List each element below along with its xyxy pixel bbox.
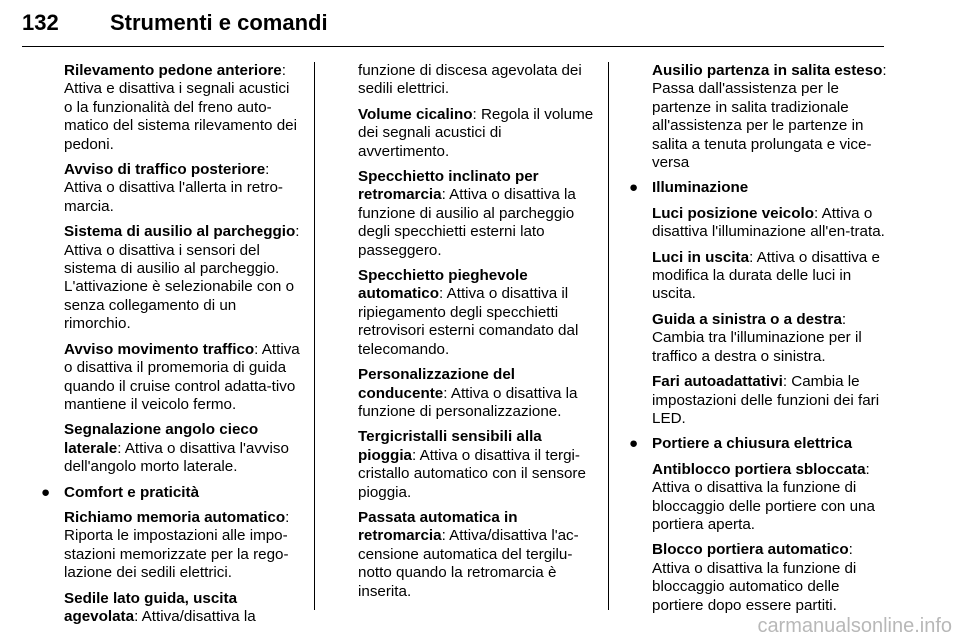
setting-entry bbox=[626, 249, 888, 304]
setting-entry bbox=[38, 161, 300, 216]
setting-description: : Attiva o disattiva l'illuminazione all'en-trata. bbox=[652, 204, 885, 241]
bullet-heading bbox=[626, 179, 888, 197]
setting-entry bbox=[332, 168, 594, 260]
setting-entry bbox=[332, 267, 594, 359]
column-2 bbox=[332, 62, 594, 608]
setting-entry bbox=[332, 366, 594, 421]
bullet-icon: ● bbox=[629, 435, 639, 453]
setting-description: : Attiva o disattiva i sensori del sistema di ausilio al parcheggio. L'attivazione è selezionabile con o senza collegamento di un rimorchio. bbox=[64, 223, 300, 333]
setting-title: Tergicristalli sensibili alla pioggia bbox=[358, 428, 542, 464]
setting-title: Volume cicalino bbox=[358, 105, 473, 123]
setting-entry bbox=[626, 541, 888, 615]
setting-entry bbox=[38, 590, 300, 627]
chapter-title: Strumenti e comandi bbox=[110, 10, 328, 35]
bullet-heading-text: Portiere a chiusura elettrica bbox=[652, 435, 853, 453]
setting-description: : Attiva o disattiva la funzione di bloccaggio automatico delle portiere dopo essere partiti. bbox=[652, 541, 857, 614]
setting-description: : Attiva/disattiva la bbox=[134, 607, 256, 625]
setting-entry bbox=[626, 311, 888, 366]
page-header bbox=[22, 6, 884, 47]
setting-description: : Attiva o disattiva la funzione di bloccaggio delle portiere con una portiera aperta. bbox=[652, 460, 875, 533]
setting-description: : Attiva o disattiva il promemoria di guida quando il cruise control adatta-tivo mantiene il veicolo fermo. bbox=[64, 340, 300, 413]
setting-description: : Attiva o disattiva la funzione di personalizzazione. bbox=[358, 384, 578, 420]
setting-description: : Attiva o disattiva la funzione di ausilio al parcheggio degli specchietti esterni lato passeggero. bbox=[358, 186, 576, 259]
setting-description: : Attiva o disattiva l'allerta in retro-marcia. bbox=[64, 161, 283, 215]
setting-description: : Cambia le impostazioni delle funzioni dei fari LED. bbox=[652, 373, 880, 427]
setting-title: Richiamo memoria automatico bbox=[64, 508, 286, 526]
setting-title: Sistema di ausilio al parcheggio bbox=[64, 223, 296, 241]
setting-description: : Attiva o disattiva l'avviso dell'angolo morto laterale. bbox=[64, 439, 289, 476]
setting-title: Ausilio partenza in salita esteso bbox=[652, 62, 883, 79]
setting-description: : Attiva o disattiva il ripiegamento degli specchietti retrovisori esterni comandato dal telecomando. bbox=[358, 285, 579, 358]
setting-description: : Attiva e disattiva i segnali acustici o la funzionalità del freno auto-matico del sistema rilevamento dei pedoni. bbox=[64, 62, 297, 153]
bullet-heading-text: Illuminazione bbox=[652, 179, 749, 197]
setting-entry bbox=[626, 461, 888, 535]
bullet-heading bbox=[626, 435, 888, 453]
column-divider-left bbox=[314, 62, 315, 610]
setting-title: Luci posizione veicolo bbox=[652, 204, 815, 222]
setting-entry bbox=[38, 62, 300, 154]
setting-entry bbox=[626, 373, 888, 428]
setting-title: Segnalazione angolo cieco laterale bbox=[64, 421, 259, 457]
setting-title: Personalizzazione del conducente bbox=[358, 366, 515, 402]
setting-title: Rilevamento pedone anteriore bbox=[64, 62, 282, 79]
watermark: carmanualsonline.info bbox=[757, 615, 952, 637]
setting-entry bbox=[332, 106, 594, 161]
setting-description: : Attiva o disattiva e modifica la durata delle luci in uscita. bbox=[652, 248, 880, 303]
setting-title: Avviso di traffico posteriore bbox=[64, 161, 266, 179]
bullet-icon: ● bbox=[41, 483, 51, 501]
setting-description: : Attiva/disattiva l'ac-censione automatica del tergilu-notto quando la retromarcia è inserita. bbox=[358, 527, 579, 600]
setting-entry bbox=[38, 223, 300, 333]
continuation-text: funzione di discesa agevolata dei sedili elettrici. bbox=[358, 62, 582, 98]
column-3 bbox=[626, 62, 888, 622]
setting-description: : Riporta le impostazioni alle impo-stazioni memorizzate per la rego-lazione dei sedili elettrici. bbox=[64, 508, 290, 582]
setting-description: : Passa dall'assistenza per le partenze in salita tradizionale all'assistenza per le partenze in salita a tenuta prolungata e vice-versa bbox=[652, 62, 887, 172]
bullet-heading bbox=[38, 484, 300, 502]
setting-title: Antiblocco portiera sbloccata bbox=[652, 460, 866, 478]
bullet-icon: ● bbox=[629, 179, 639, 197]
setting-title: Blocco portiera automatico bbox=[652, 541, 849, 559]
setting-entry bbox=[332, 509, 594, 601]
setting-title: Guida a sinistra o a destra bbox=[652, 310, 842, 328]
setting-description: : Regola il volume dei segnali acustici di avvertimento. bbox=[358, 105, 594, 160]
setting-title: Sedile lato guida, uscita agevolata bbox=[64, 589, 238, 625]
setting-title: Avviso movimento traffico bbox=[64, 340, 255, 358]
column-1 bbox=[38, 62, 300, 633]
setting-title: Fari autoadattativi bbox=[652, 373, 783, 391]
setting-entry bbox=[38, 509, 300, 583]
setting-description: : Cambia tra l'illuminazione per il traffico a destra o sinistra. bbox=[652, 310, 862, 365]
setting-entry bbox=[332, 428, 594, 502]
setting-entry bbox=[626, 205, 888, 242]
setting-title: Passata automatica in retromarcia bbox=[358, 508, 518, 545]
setting-entry bbox=[626, 62, 888, 172]
setting-entry bbox=[38, 421, 300, 476]
bullet-heading-text: Comfort e praticità bbox=[64, 483, 200, 501]
setting-title: Specchietto pieghevole automatico bbox=[358, 267, 528, 303]
setting-title: Luci in uscita bbox=[652, 248, 750, 266]
page-number: 132 bbox=[22, 10, 59, 35]
setting-description: : Attiva o disattiva il tergi-cristallo automatico con il sensore pioggia. bbox=[358, 446, 586, 501]
column-divider-right bbox=[608, 62, 609, 610]
setting-entry bbox=[38, 341, 300, 415]
setting-title: Specchietto inclinato per retromarcia bbox=[358, 168, 539, 204]
